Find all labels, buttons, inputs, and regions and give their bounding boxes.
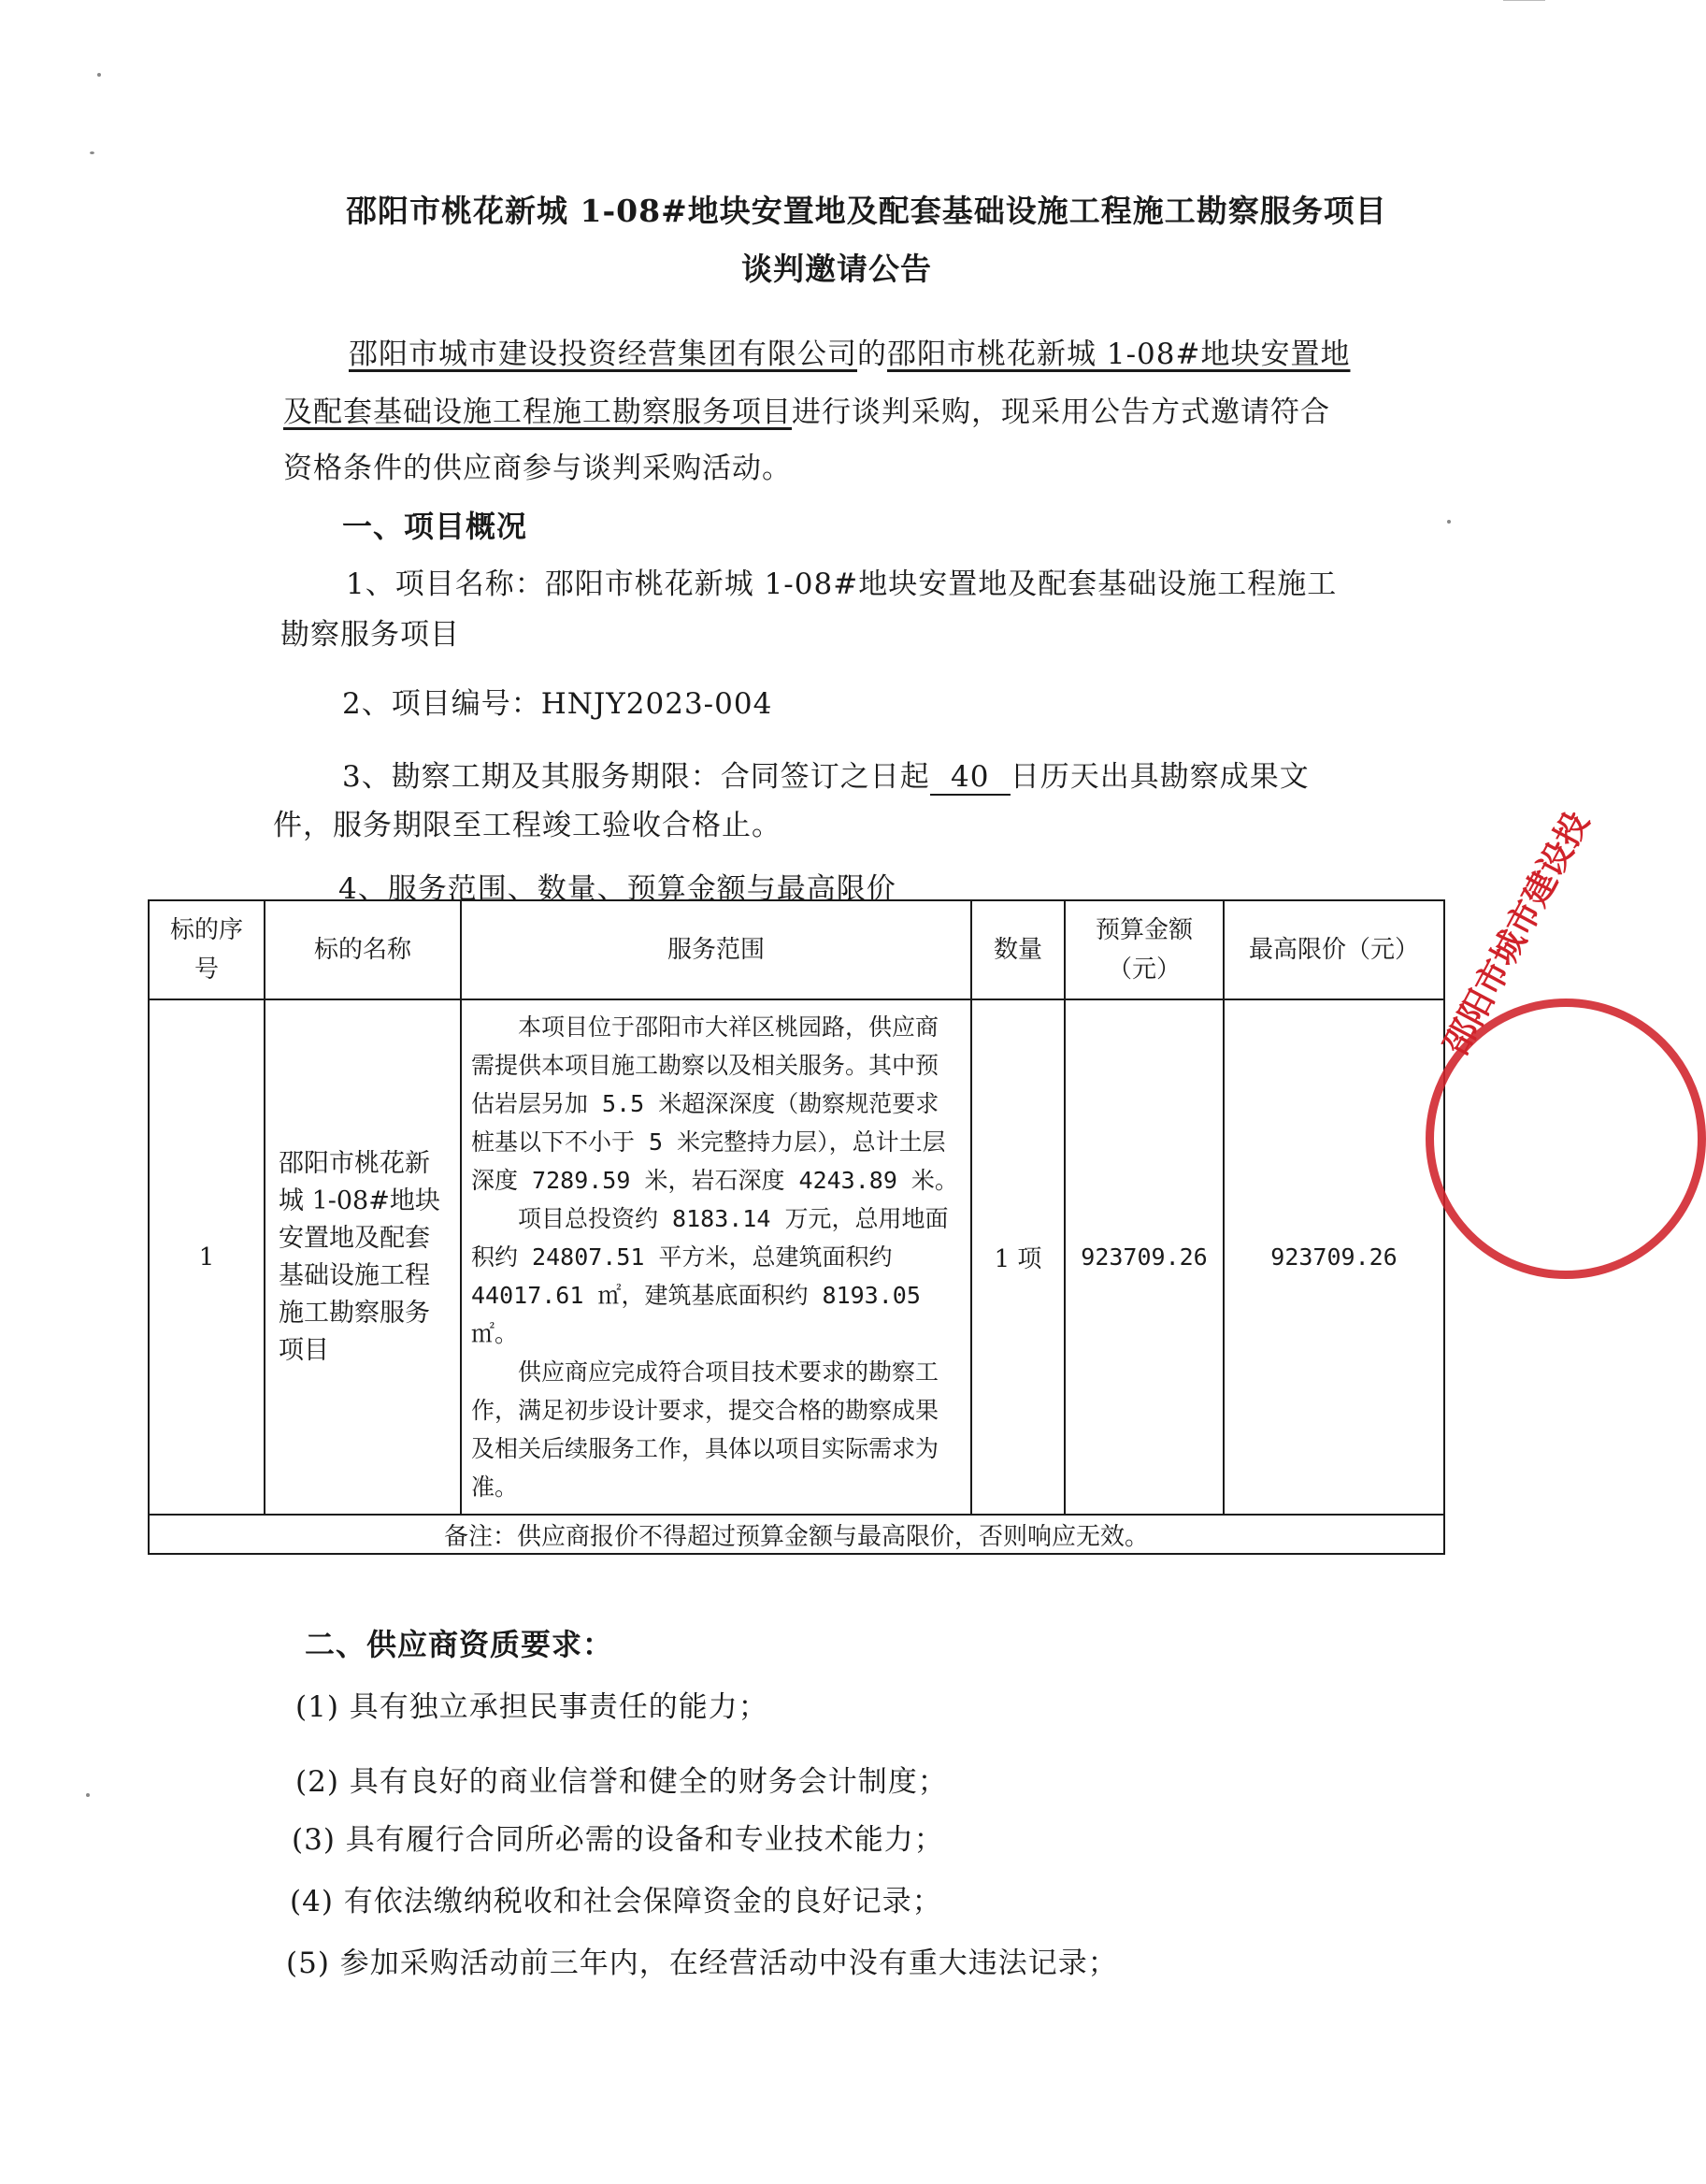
requirement-item-4: (4) 有依法缴纳税收和社会保障资金的良好记录； [290, 1885, 942, 1918]
table-row [149, 999, 1444, 1515]
header-name: 标的名称 [265, 900, 461, 999]
item3-days: 40 [930, 760, 1011, 796]
project-name-part1: 邵阳市桃花新城 1-08#地块安置地 [887, 338, 1351, 371]
section1-heading: 一、项目概况 [342, 509, 528, 544]
scan-speck [1447, 520, 1451, 524]
header-seq: 标的序号 [149, 900, 265, 999]
intro-after-project: 进行谈判采购，现采用公告方式邀请符合 [792, 395, 1330, 429]
header-scope: 服务范围 [461, 900, 971, 999]
table-header-row [149, 900, 1444, 999]
item1-line1: 1、项目名称：邵阳市桃花新城 1-08#地块安置地及配套基础设施工程施工 [346, 568, 1338, 601]
section2-heading: 二、供应商资质要求： [305, 1627, 614, 1662]
document-subtitle: 谈判邀请公告 [741, 251, 932, 287]
table-note-row [149, 1515, 1444, 1554]
row-name: 邵阳市桃花新城 1-08#地块安置地及配套基础设施工程施工勘察服务项目 [265, 999, 461, 1515]
scope-paragraph-1: 本项目位于邵阳市大祥区桃园路，供应商需提供本项目施工勘察以及相关服务。其中预估岩层另加 5.5 米超深深度（勘察规范要求桩基以下不小于 5 米完整持力层），总计土层深度 7289.59 米，岩石深度 4243.89 米。 [471, 1013, 958, 1194]
item1-line2: 勘察服务项目 [280, 618, 460, 652]
item4-heading: 4、服务范围、数量、预算金额与最高限价 [338, 872, 896, 906]
row-scope [461, 999, 971, 1515]
row-qty: 1 项 [971, 999, 1065, 1515]
scope-paragraph-2: 项目总投资约 8183.14 万元，总用地面积约 24807.51 平方米，总建筑面积约 44017.61 ㎡，建筑基底面积约 8193.05 ㎡。 [471, 1205, 949, 1347]
row-max-price: 923709.26 [1224, 999, 1444, 1515]
purchaser-name: 邵阳市城市建设投资经营集团有限公司 [349, 338, 857, 371]
table-note: 备注：供应商报价不得超过预算金额与最高限价，否则响应无效。 [149, 1515, 1444, 1554]
row-seq: 1 [149, 999, 265, 1515]
header-max-price: 最高限价（元） [1224, 900, 1444, 999]
scope-paragraph-3: 供应商应完成符合项目技术要求的勘察工作，满足初步设计要求，提交合格的勘察成果及相关后续服务工作，具体以项目实际需求为准。 [471, 1358, 939, 1501]
item3-line2: 件，服务期限至工程竣工验收合格止。 [273, 809, 781, 842]
item2-project-code: 2、项目编号：HNJY2023-004 [342, 687, 773, 721]
scan-speck [86, 1793, 90, 1797]
seal-text: 邵阳市城市建设投 [1436, 804, 1598, 1062]
requirement-item-3: (3) 具有履行合同所必需的设备和专业技术能力； [292, 1823, 944, 1857]
requirement-item-2: (2) 具有良好的商业信誉和健全的财务会计制度； [295, 1765, 948, 1799]
intro-line-2 [283, 383, 1330, 441]
document-title: 邵阳市桃花新城 1-08#地块安置地及配套基础设施工程施工勘察服务项目 [346, 193, 1387, 229]
intro-line-1 [349, 325, 1350, 383]
project-name-part2: 及配套基础设施工程施工勘察服务项目 [283, 395, 792, 429]
row-budget: 923709.26 [1065, 999, 1224, 1515]
header-budget: 预算金额（元） [1065, 900, 1224, 999]
requirement-item-5: (5) 参加采购活动前三年内，在经营活动中没有重大违法记录； [286, 1947, 1118, 1980]
header-qty: 数量 [971, 900, 1065, 999]
intro-line-3: 资格条件的供应商参与谈判采购活动。 [283, 452, 792, 485]
intro-conn: 的 [857, 338, 887, 371]
item3-suffix: 日历天出具勘察成果文 [1010, 760, 1310, 794]
scan-speck [90, 151, 94, 154]
scan-speck [97, 73, 101, 77]
scan-edge [1503, 0, 1545, 22]
item3-prefix: 3、勘察工期及其服务期限：合同签订之日起 [342, 760, 930, 794]
service-table [148, 899, 1445, 1555]
requirement-item-1: (1) 具有独立承担民事责任的能力； [295, 1690, 768, 1724]
